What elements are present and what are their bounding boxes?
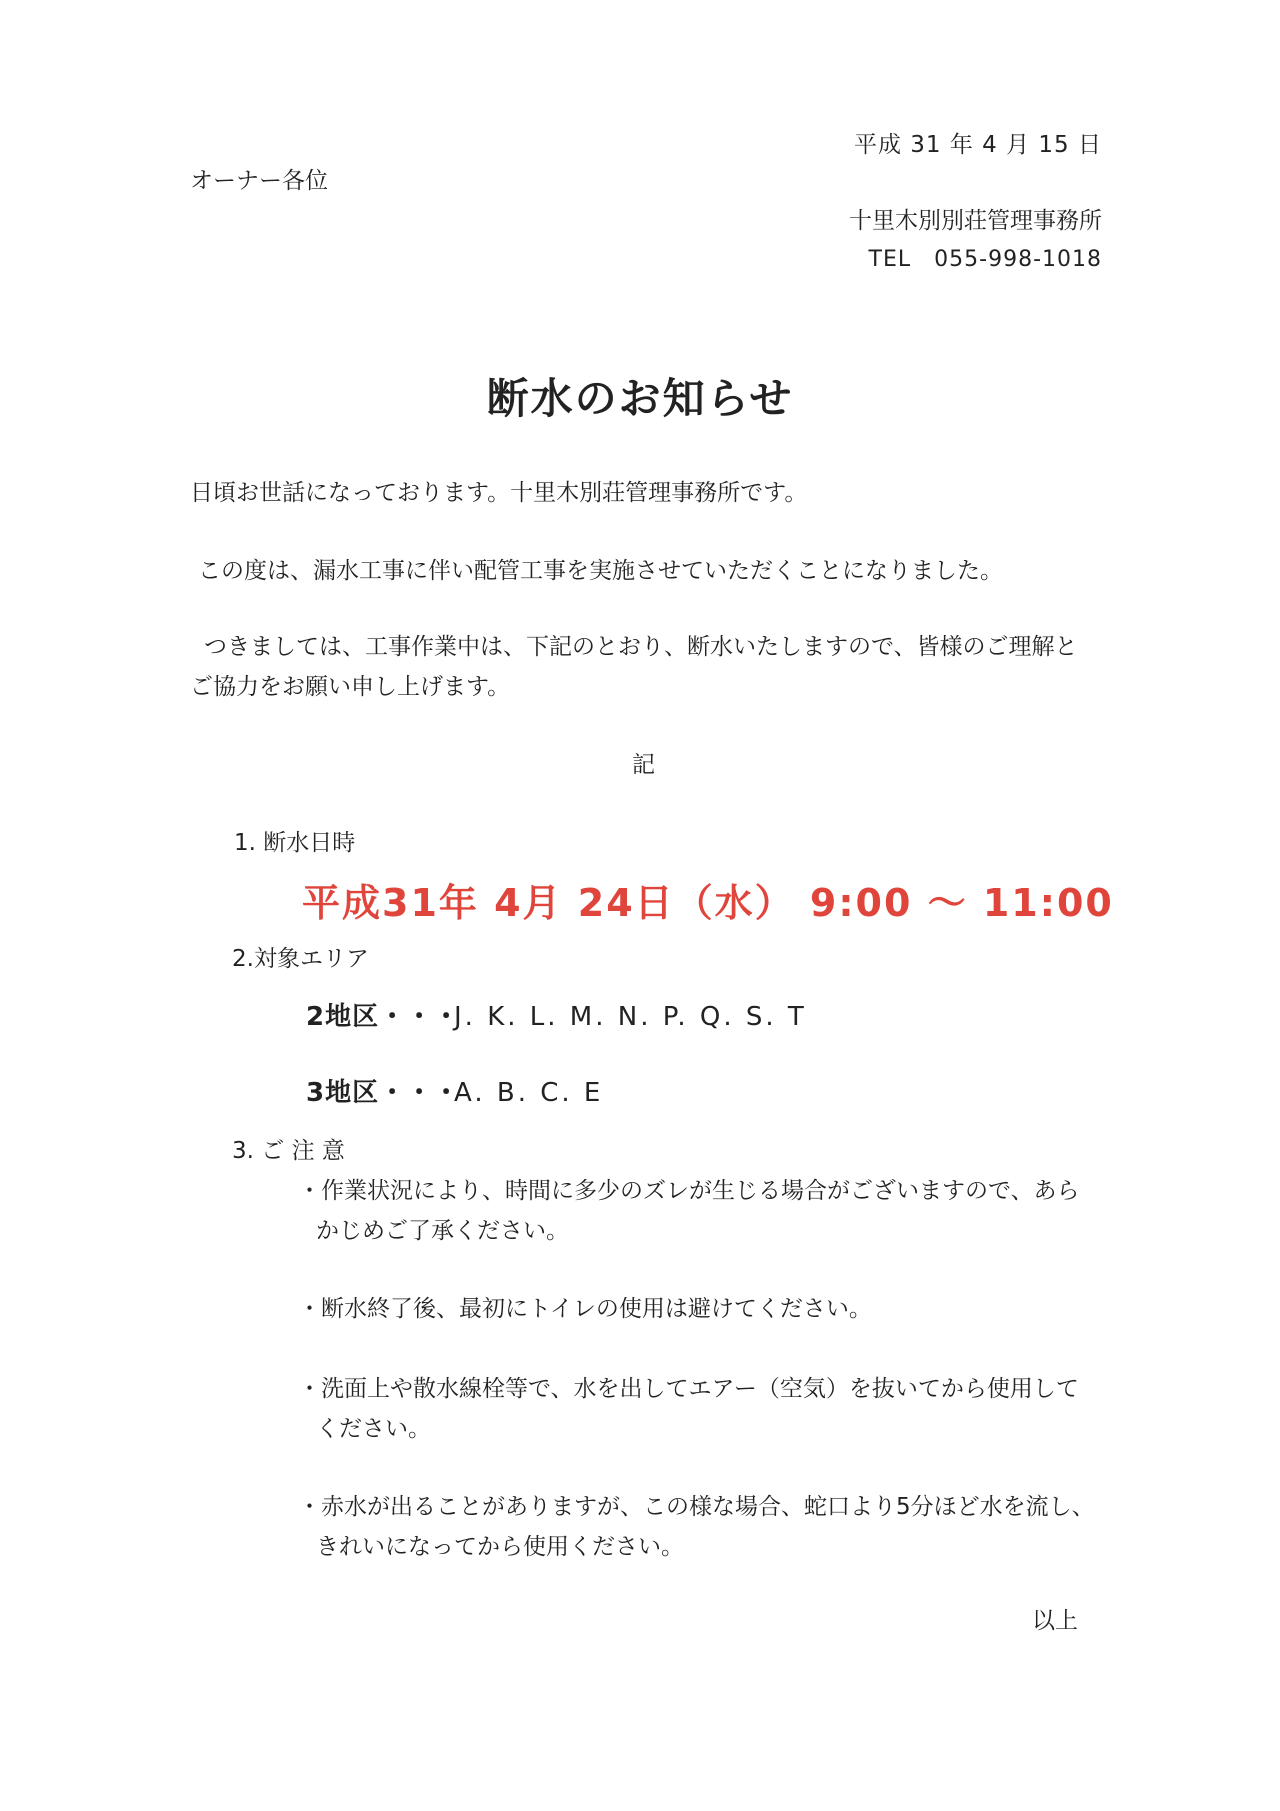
area-row: [306, 996, 807, 1033]
sender-office: 十里木別別荘管理事務所: [849, 208, 1102, 234]
area-list: A. B. C. E: [454, 1078, 604, 1108]
area-list: J. K. L. M. N. P. Q. S. T: [454, 1002, 807, 1032]
greeting-paragraph: 日頃お世話になっております。十里木別荘管理事務所です。: [190, 480, 808, 506]
note-item-3-line1: ・洗面上や散水線栓等で、水を出してエアー（空気）を抜いてから使用して: [298, 1376, 1079, 1402]
intro-paragraph: この度は、漏水工事に伴い配管工事を実施させていただくことになりました。: [198, 558, 1003, 584]
document-title: 断水のお知らせ: [486, 374, 794, 423]
section-2-heading: 2.対象エリア: [232, 946, 369, 972]
issue-date: 平成 31 年 4 月 15 日: [853, 132, 1102, 158]
recipient: オーナー各位: [190, 168, 328, 194]
area-row: [306, 1072, 603, 1109]
area-label: 2地区・・・: [306, 1002, 461, 1032]
area-label: 3地区・・・: [306, 1078, 461, 1108]
request-paragraph-line2: ご協力をお願い申し上げます。: [190, 674, 511, 700]
note-item-3-line2: ください。: [316, 1416, 431, 1442]
note-item-1-line2: かじめご了承ください。: [316, 1218, 569, 1244]
sender-tel: TEL 055-998-1018: [868, 247, 1102, 272]
section-3-heading: 3. ご 注 意: [232, 1138, 345, 1164]
outage-datetime: 平成31年 4月 24日（水） 9:00 ～ 11:00: [302, 881, 1114, 925]
note-item-4-line1: ・赤水が出ることがありますが、この様な場合、蛇口より5分ほど水を流し、: [298, 1494, 1095, 1520]
closing-ijou: 以上: [1032, 1608, 1078, 1634]
section-1-heading: 1. 断水日時: [234, 830, 356, 856]
note-item-4-line2: きれいになってから使用ください。: [316, 1534, 684, 1560]
note-item-2: ・断水終了後、最初にトイレの使用は避けてください。: [298, 1296, 872, 1322]
note-item-1-line1: ・作業状況により、時間に多少のズレが生じる場合がございますので、あら: [298, 1178, 1080, 1204]
ki-marker: 記: [632, 752, 655, 778]
request-paragraph-line1: つきましては、工事作業中は、下記のとおり、断水いたしますので、皆様のご理解と: [204, 634, 1078, 660]
